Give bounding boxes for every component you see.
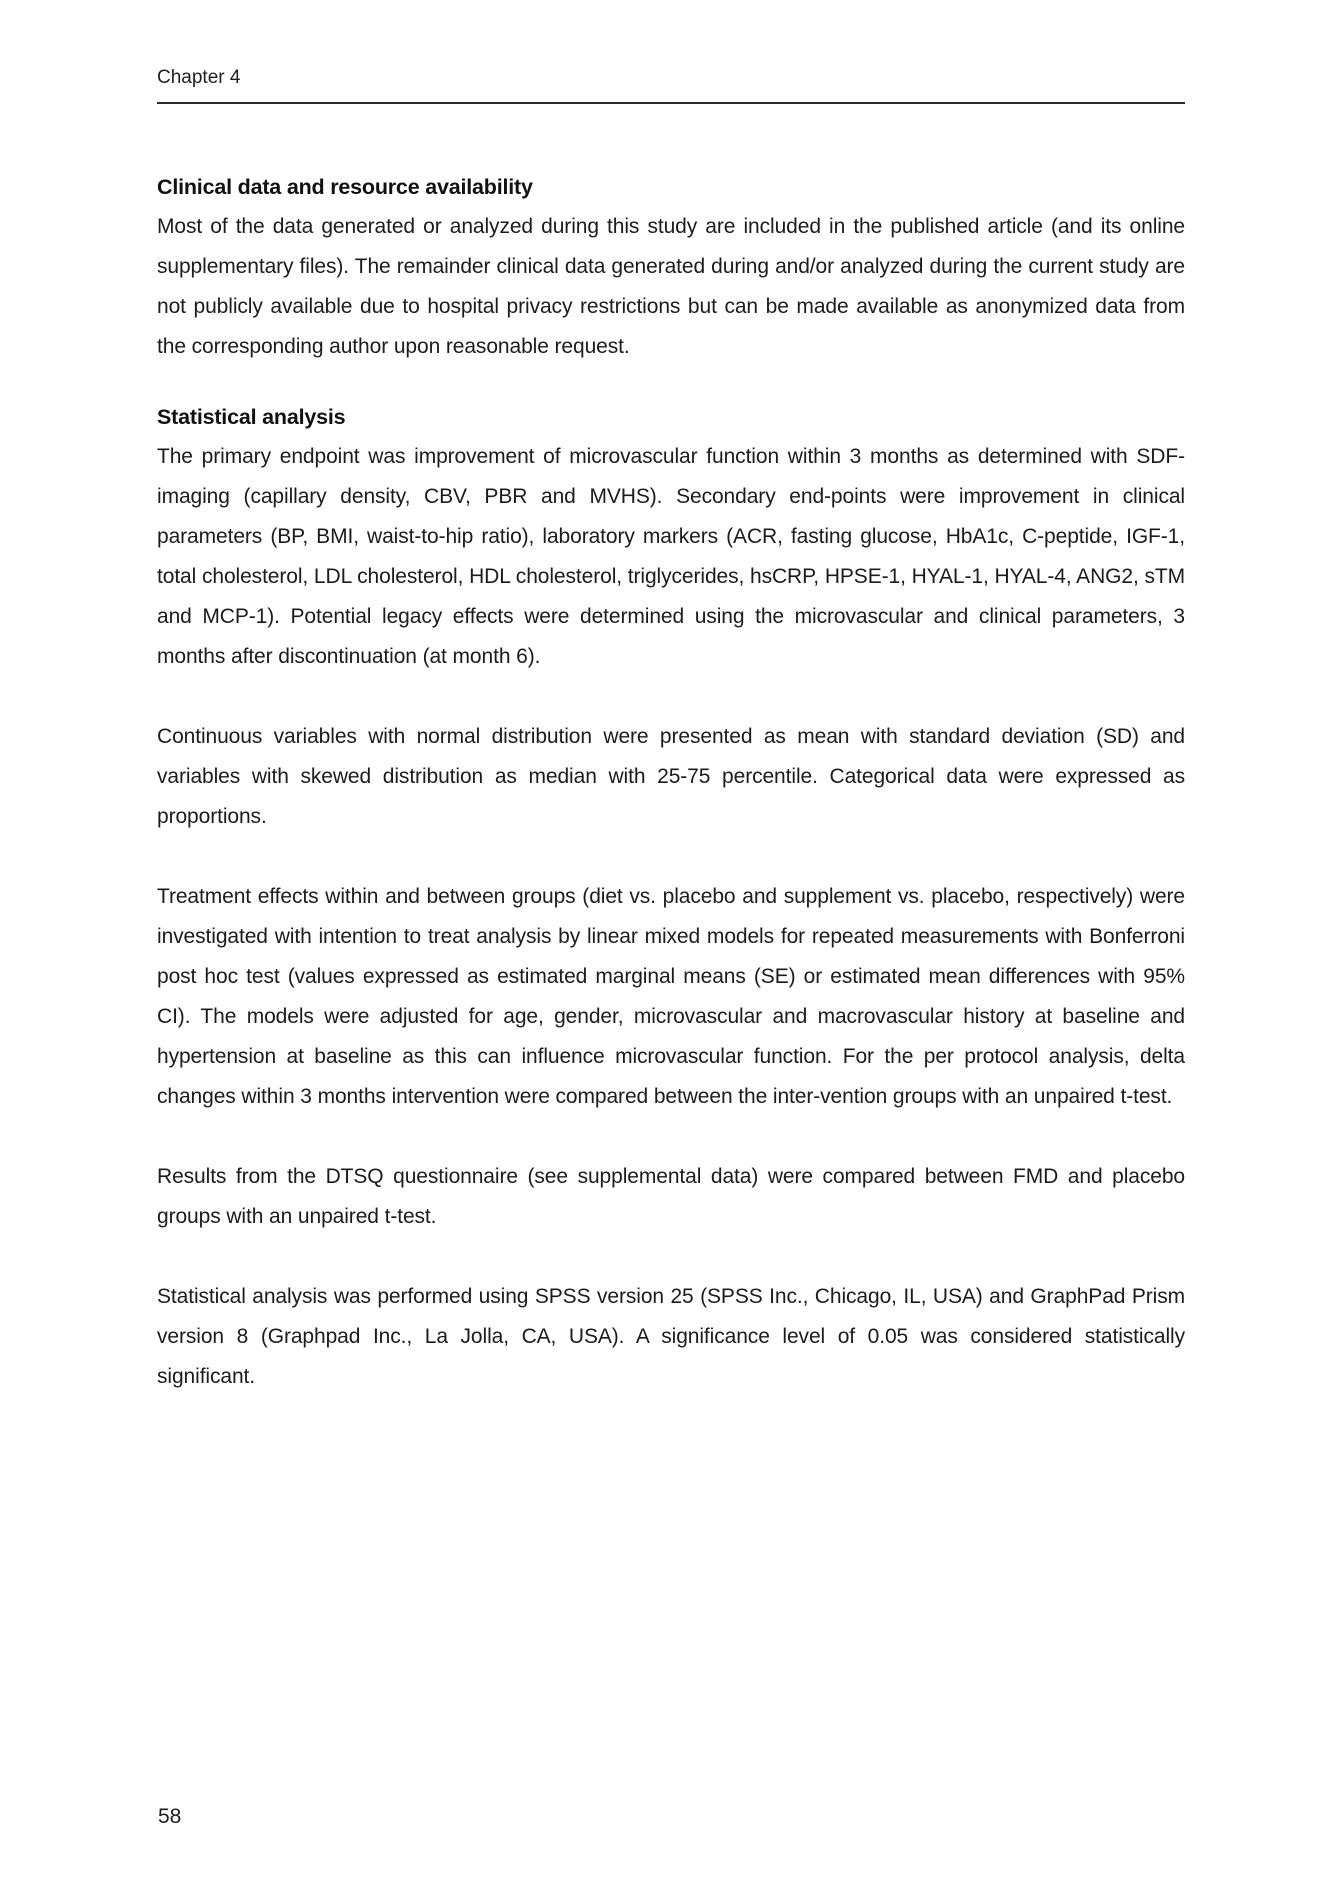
page-footer (158, 1804, 181, 1830)
running-header (157, 66, 1185, 104)
page-number: 58 (158, 1805, 182, 1828)
paragraph: Results from the DTSQ questionnaire (see supplemental data) were compared between FMD and placebo groups with an unpaired t-test. (157, 1165, 1185, 1228)
paragraph: Continuous variables with normal distribution were presented as mean with standard deviation (SD) and variables with skewed distribution as median with 25-75 percentile. Categorical data were expressed as proportions. (157, 725, 1185, 828)
page-content (157, 167, 1185, 1437)
paragraph: Treatment effects within and between groups (diet vs. placebo and supplement vs. placebo, respectively) were investigated with intention to treat analysis by linear mixed models for repeated measurements with Bonferroni post hoc test (values expressed as estimated marginal means (SE) or estimated mean differences with 95% CI). The models were adjusted for age, gender, microvascular and macrovascular history at baseline and hypertension at baseline as this can influence microvascular function. For the per protocol analysis, delta changes within 3 months intervention were compared between the inter-vention groups with an unpaired t-test. (157, 885, 1185, 1108)
paragraph: The primary endpoint was improvement of microvascular function within 3 months as determined with SDF-imaging (capillary density, CBV, PBR and MVHS). Secondary end-points were improvement in clinical parameters (BP, BMI, waist-to-hip ratio), laboratory markers (ACR, fasting glucose, HbA1c, C-peptide, IGF-1, total cholesterol, LDL cholesterol, HDL cholesterol, triglycerides, hsCRP, HPSE-1, HYAL-1, HYAL-4, ANG2, sTM and MCP-1). Potential legacy effects were determined using the microvascular and clinical parameters, 3 months after discontinuation (at month 6). (157, 445, 1185, 668)
paragraph: Most of the data generated or analyzed during this study are included in the published article (and its online supplementary files). The remainder clinical data generated during and/or analyzed during the current study are not publicly available due to hospital privacy restrictions but can be made available as anonymized data from the corresponding author upon reasonable request. (157, 215, 1185, 358)
section-heading-clinical-data: Clinical data and resource availability (157, 175, 533, 199)
section-heading-statistical-analysis: Statistical analysis (157, 405, 346, 429)
paragraph: Statistical analysis was performed using SPSS version 25 (SPSS Inc., Chicago, IL, USA) and GraphPad Prism version 8 (Graphpad Inc., La Jolla, CA, USA). A significance level of 0.05 was considered statistically significant. (157, 1285, 1185, 1388)
chapter-label: Chapter 4 (157, 67, 241, 88)
